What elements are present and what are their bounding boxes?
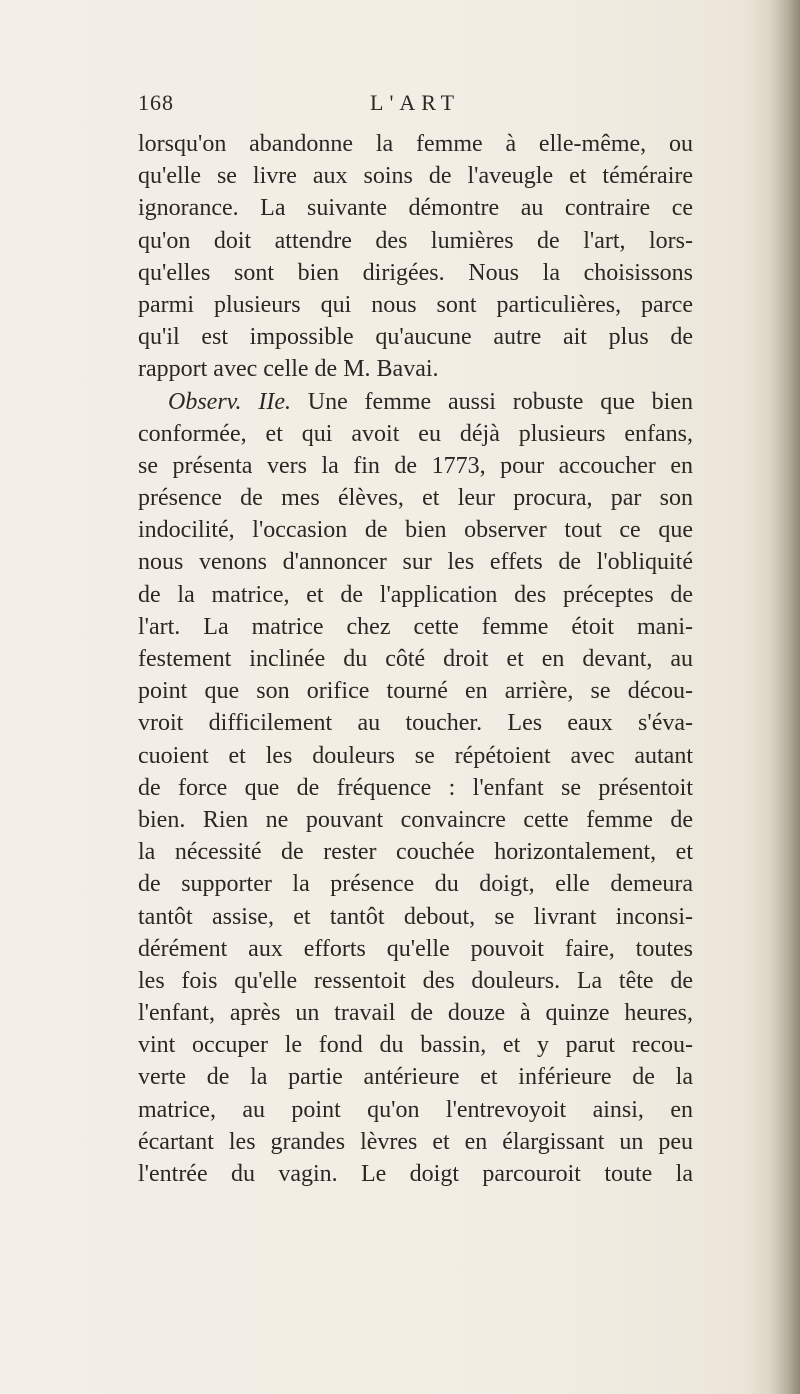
text-line: qu'il est impossible qu'aucune autre ait plus de xyxy=(138,324,693,351)
text-line: tantôt assise, et tantôt debout, se livrant inconsi- xyxy=(138,903,693,930)
text-line: festement inclinée du côté droit et en devant, au xyxy=(138,646,693,672)
text-line: les fois qu'elle ressentoit des douleurs. La tête de xyxy=(138,967,693,994)
text-line: point que son orifice tourné en arrière, se décou- xyxy=(138,678,693,705)
text-line: qu'elles sont bien dirigées. Nous la choisissons xyxy=(138,259,693,286)
text-line: indocilité, l'occasion de bien observer tout ce que xyxy=(138,517,693,544)
text-line: l'enfant, après un travail de douze à quinze heures, xyxy=(138,1000,693,1027)
text-line: de supporter la présence du doigt, elle demeura xyxy=(138,871,693,898)
text-line: l'art. La matrice chez cette femme étoit mani- xyxy=(138,613,693,640)
text-line: présence de mes élèves, et leur procura, par son xyxy=(138,485,693,512)
text-line: qu'elle se livre aux soins de l'aveugle et téméraire xyxy=(138,163,693,190)
text-line: parmi plusieurs qui nous sont particulières, parce xyxy=(138,291,693,318)
text-line: cuoient et les douleurs se répétoient avec autant xyxy=(138,742,693,769)
text-line: bien. Rien ne pouvant convaincre cette femme de xyxy=(138,806,693,833)
text-line: conformée, et qui avoit eu déjà plusieurs enfans, xyxy=(138,420,693,447)
text-line: matrice, au point qu'on l'entrevoyoit ainsi, en xyxy=(138,1096,693,1123)
text-line: écartant les grandes lèvres et en élargissant un peu xyxy=(138,1128,693,1155)
text-line: lorsqu'on abandonne la femme à elle-même, ou xyxy=(138,131,693,157)
page-header xyxy=(138,90,698,120)
text-line: vroit difficilement au toucher. Les eaux s'éva- xyxy=(138,710,693,737)
text-line: dérément aux efforts qu'elle pouvoit faire, toutes xyxy=(138,935,693,962)
text-line: ignorance. La suivante démontre au contraire ce xyxy=(138,195,693,222)
text-line-content: rapport avec celle de M. Bavai. xyxy=(138,356,439,383)
observation-heading-line xyxy=(138,386,693,418)
observation-label: Observ. IIe. xyxy=(168,388,291,415)
text-line: se présenta vers la fin de 1773, pour accoucher en xyxy=(138,452,693,479)
body-text xyxy=(138,128,693,1190)
text-line: de force que de fréquence : l'enfant se présentoit xyxy=(138,774,693,801)
text-line: qu'on doit attendre des lumières de l'art, lors- xyxy=(138,227,693,254)
text-line xyxy=(138,353,693,385)
observation-first-line: Une femme aussi robuste que bien xyxy=(307,388,693,415)
text-line: nous venons d'annoncer sur les effets de l'obliquité xyxy=(138,549,693,576)
running-head: L'ART xyxy=(370,90,461,115)
text-line: de la matrice, et de l'application des préceptes de xyxy=(138,581,693,608)
text-line: vint occuper le fond du bassin, et y parut recou- xyxy=(138,1032,693,1059)
text-line: la nécessité de rester couchée horizontalement, et xyxy=(138,839,693,866)
page-edge-shadow xyxy=(770,0,800,1394)
text-line: l'entrée du vagin. Le doigt parcouroit toute la xyxy=(138,1161,693,1187)
text-line: verte de la partie antérieure et inférieure de la xyxy=(138,1064,693,1091)
page-number: 168 xyxy=(138,90,174,115)
